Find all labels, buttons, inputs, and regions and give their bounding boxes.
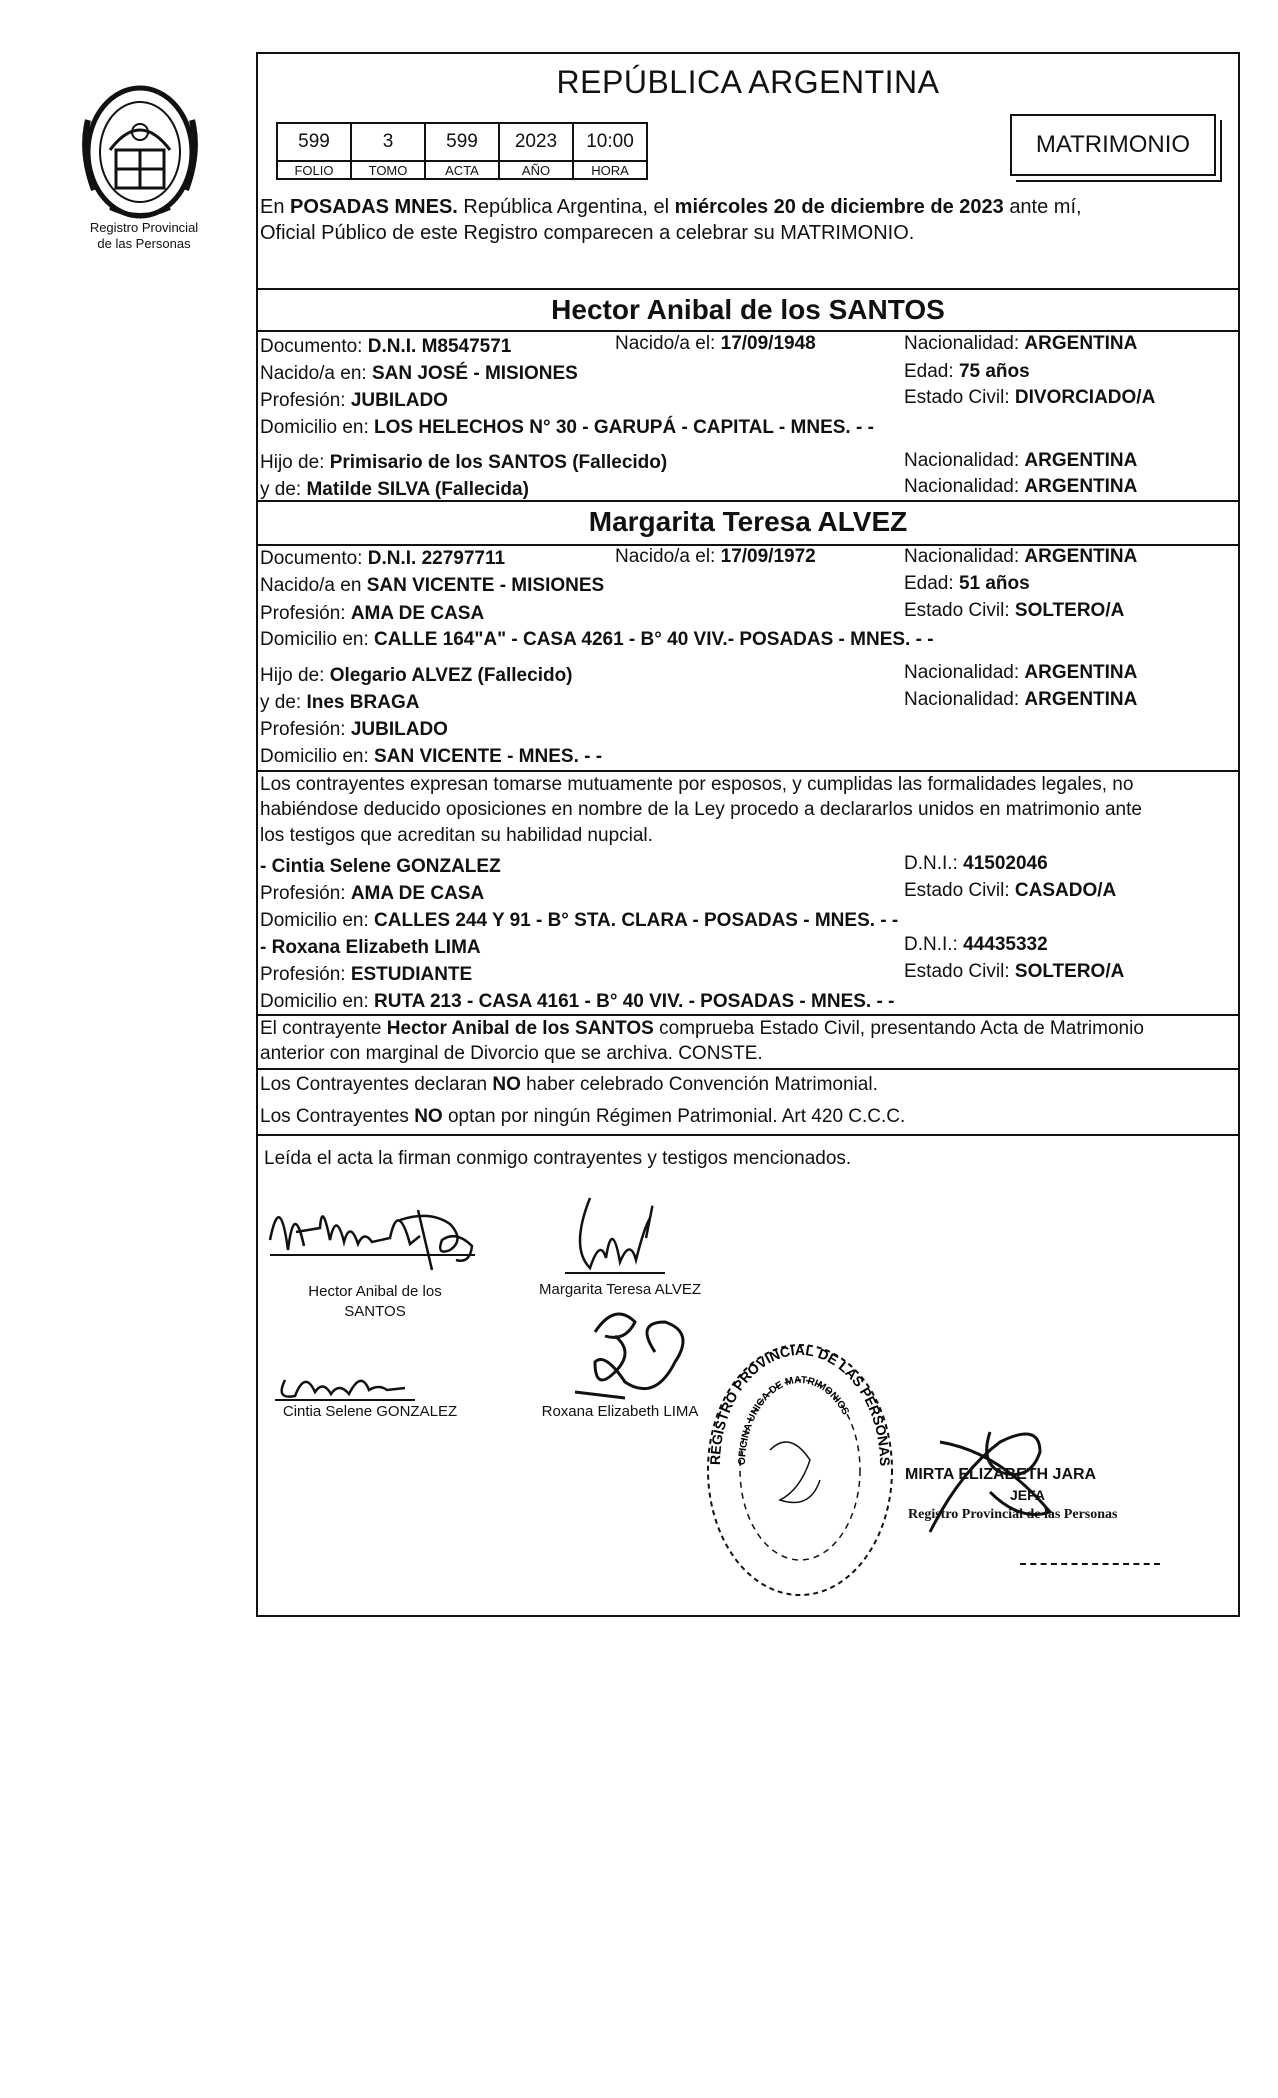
official-role: JEFA (1010, 1487, 1046, 1503)
bride-civil-status: Estado Civil: SOLTERO/A (904, 600, 1125, 621)
registry-logo (70, 80, 210, 230)
groom-age: Edad: 75 años (904, 361, 1030, 382)
witness-2-name: - Roxana Elizabeth LIMA (260, 937, 481, 958)
groom-born: Nacido/a el: 17/09/1948 (615, 333, 816, 354)
witness-1-dni: D.N.I.: 41502046 (904, 853, 1048, 874)
groom-name: Hector Anibal de los SANTOS (551, 294, 945, 325)
groom-mother-nationality: Nacionalidad: ARGENTINA (904, 476, 1138, 497)
bride-signature-label: Margarita Teresa ALVEZ (538, 1281, 702, 1298)
witness-2-signature-icon (555, 1292, 705, 1412)
folio-value: 599 (277, 123, 351, 161)
bride-birthplace: Nacido/a en SAN VICENTE - MISIONES (260, 575, 605, 596)
divider (256, 1134, 1240, 1136)
divider (256, 1068, 1240, 1070)
hora-label: HORA (573, 161, 647, 179)
divider (256, 500, 1240, 502)
ano-label: AÑO (499, 161, 573, 179)
witness-2-civil-status: Estado Civil: SOLTERO/A (904, 961, 1125, 982)
regime-line-2: Los Contrayentes NO optan por ningún Régimen Patrimonial. Art 420 C.C.C. (260, 1106, 906, 1127)
bride-profession: Profesión: AMA DE CASA (260, 603, 485, 624)
official-signature-line (1020, 1563, 1160, 1565)
witness-1-name: - Cintia Selene GONZALEZ (260, 856, 501, 877)
groom-profession: Profesión: JUBILADO (260, 390, 448, 411)
official-name: MIRTA ELIZABETH JARA (905, 1466, 1097, 1483)
logo-caption-2: de las Personas (97, 236, 191, 251)
groom-nationality: Nacionalidad: ARGENTINA (904, 333, 1138, 354)
ano-value: 2023 (499, 123, 573, 161)
tomo-label: TOMO (351, 161, 425, 179)
witness-2-address: Domicilio en: RUTA 213 - CASA 4161 - B° 40 VIV. - POSADAS - MNES. - - (260, 991, 895, 1012)
groom-birthplace: Nacido/a en: SAN JOSÉ - MISIONES (260, 363, 578, 384)
stamp-inner-text: OFICINA UNICA DE MATRIMONIOS (736, 1374, 851, 1466)
bride-mother-nationality: Nacionalidad: ARGENTINA (904, 689, 1138, 710)
bride-doc: Documento: D.N.I. 22797711 (260, 548, 506, 569)
groom-doc: Documento: D.N.I. M8547571 (260, 336, 512, 357)
groom-address: Domicilio en: LOS HELECHOS N° 30 - GARUPÁ - CAPITAL - MNES. - - (260, 417, 874, 438)
bride-born: Nacido/a el: 17/09/1972 (615, 546, 816, 567)
official-stamp-icon (690, 1330, 900, 1600)
intro-line-1: En POSADAS MNES. República Argentina, el miércoles 20 de diciembre de 2023 ante mí, (260, 196, 1082, 218)
logo-caption-1: Registro Provincial (89, 220, 199, 235)
acta-label: ACTA (425, 161, 499, 179)
bride-nationality: Nacionalidad: ARGENTINA (904, 546, 1138, 567)
witness-1-profession: Profesión: AMA DE CASA (260, 883, 485, 904)
folio-label: FOLIO (277, 161, 351, 179)
bride-father-nationality: Nacionalidad: ARGENTINA (904, 662, 1138, 683)
stamp-outer-text: REGISTRO PROVINCIAL DE LAS PERSONAS (706, 1341, 894, 1467)
declaration-line-3: los testigos que acreditan su habilidad nupcial. (260, 825, 653, 846)
declaration-line-2: habiéndose deducido oposiciones en nombre de la Ley procedo a declararlos unidos en matrimonio ante (260, 799, 1142, 820)
groom-signature-label-2: SANTOS (344, 1303, 406, 1320)
groom-mother: y de: Matilde SILVA (Fallecida) (260, 479, 529, 500)
divider (256, 330, 1240, 332)
groom-civil-status: Estado Civil: DIVORCIADO/A (904, 387, 1156, 408)
regime-line-1: Los Contrayentes declaran NO haber celebrado Convención Matrimonial. (260, 1074, 878, 1095)
declaration-line-1: Los contrayentes expresan tomarse mutuamente por esposos, y cumplidas las formalidades legales, no (260, 774, 1134, 795)
groom-signature-icon (260, 1180, 490, 1280)
intro-date: miércoles 20 de diciembre de 2023 (674, 196, 1004, 218)
closing-text: Leída el acta la firman conmigo contrayentes y testigos mencionados. (264, 1148, 852, 1169)
groom-father-nationality: Nacionalidad: ARGENTINA (904, 450, 1138, 471)
register-table (276, 122, 648, 180)
note-line-2: anterior con marginal de Divorcio que se archiva. CONSTE. (260, 1043, 763, 1064)
divider (256, 770, 1240, 772)
groom-signature-label-1: Hector Anibal de los (308, 1283, 442, 1300)
bride-name: Margarita Teresa ALVEZ (588, 506, 908, 537)
divider (256, 288, 1240, 290)
groom-father: Hijo de: Primisario de los SANTOS (Fallecido) (260, 452, 668, 473)
bride-father: Hijo de: Olegario ALVEZ (Fallecido) (260, 665, 573, 686)
tomo-value: 3 (351, 123, 425, 161)
acta-value: 599 (425, 123, 499, 161)
bride-address: Domicilio en: CALLE 164"A" - CASA 4261 - B° 40 VIV.- POSADAS - MNES. - - (260, 629, 934, 650)
witness-2-profession: Profesión: ESTUDIANTE (260, 964, 473, 985)
witness-2-signature-label: Roxana Elizabeth LIMA (541, 1403, 699, 1420)
coat-of-arms-icon (70, 80, 210, 230)
divider (256, 1014, 1240, 1016)
hora-value: 10:00 (573, 123, 647, 161)
svg-text:OFICINA UNICA DE MATRIMONIOS (737, 1375, 851, 1465)
note-line-1: El contrayente Hector Anibal de los SANTOS comprueba Estado Civil, presentando Acta de Matrimonio (260, 1018, 1144, 1039)
bride-signature-icon (560, 1178, 670, 1283)
official-office: Registro Provincial de las Personas (908, 1507, 1118, 1522)
witness-2-dni: D.N.I.: 44435332 (904, 934, 1048, 955)
witness-1-signature-label: Cintia Selene GONZALEZ (282, 1403, 458, 1420)
witness-1-address: Domicilio en: CALLES 244 Y 91 - B° STA. CLARA - POSADAS - MNES. - - (260, 910, 899, 931)
witness-1-civil-status: Estado Civil: CASADO/A (904, 880, 1117, 901)
act-type-box: MATRIMONIO (1010, 114, 1216, 176)
page-title: REPÚBLICA ARGENTINA (556, 64, 940, 100)
bride-parent-profession: Profesión: JUBILADO (260, 719, 448, 740)
bride-mother: y de: Ines BRAGA (260, 692, 420, 713)
intro-place: POSADAS MNES. (290, 196, 458, 218)
bride-parent-address: Domicilio en: SAN VICENTE - MNES. - - (260, 746, 603, 767)
intro-line-2: Oficial Público de este Registro comparecen a celebrar su MATRIMONIO. (260, 222, 915, 244)
bride-age: Edad: 51 años (904, 573, 1030, 594)
